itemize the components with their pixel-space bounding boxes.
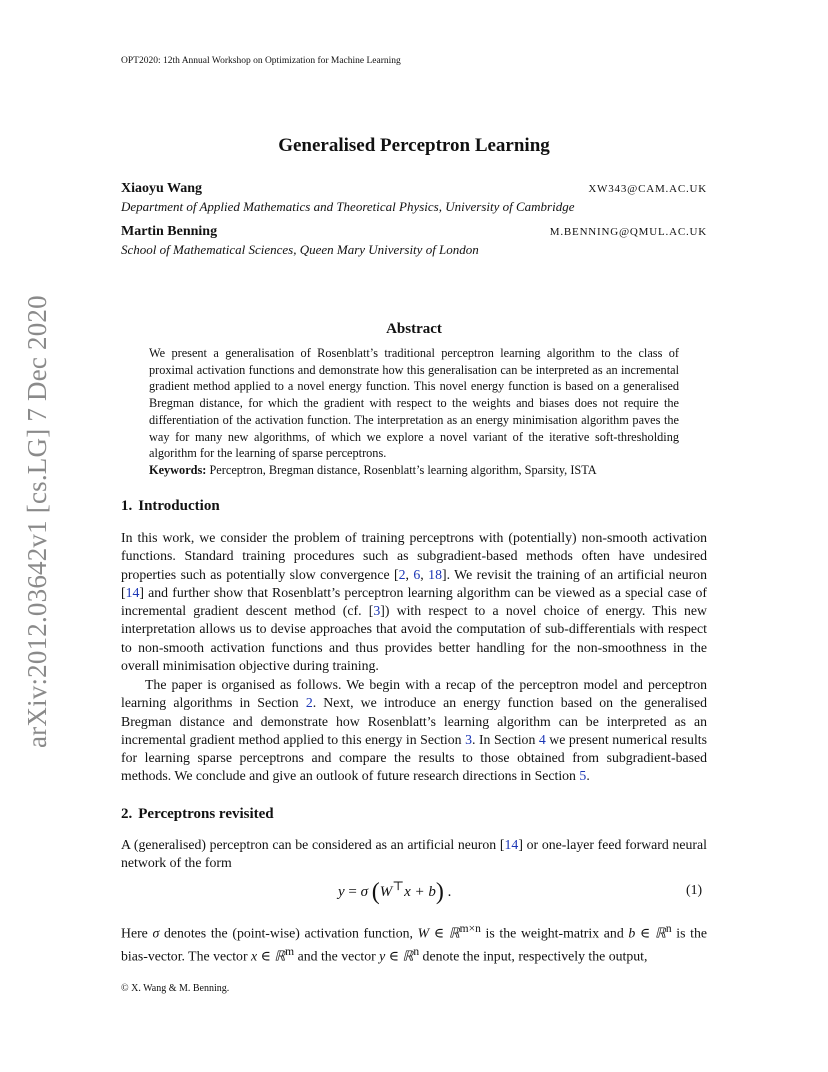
math-symbol: x ∈ ℝ — [251, 948, 286, 964]
author-affiliation: Department of Applied Mathematics and Theoretical Physics, University of Cambridge — [121, 199, 575, 214]
eq-period: . — [447, 884, 452, 900]
copyright-footer: © X. Wang & M. Benning. — [121, 983, 230, 994]
equation — [0, 872, 828, 912]
text-run: is the weight-matrix and — [480, 925, 629, 941]
eq-rest: x + b — [404, 884, 436, 900]
section-ref-link[interactable]: 3 — [465, 731, 472, 747]
section-number: 1. — [121, 498, 133, 514]
math-superscript: n — [665, 923, 672, 935]
text-run: The paper is organised as follows. We begin with a recap of the perceptron model and perceptron learning algorithms in Section — [121, 677, 707, 711]
citation-link[interactable]: 6 — [413, 566, 421, 582]
paragraph — [121, 836, 707, 873]
citation-link[interactable]: 14 — [125, 584, 140, 600]
eq-w: W — [379, 884, 393, 900]
math-symbol: W ∈ ℝ — [417, 925, 460, 941]
section-ref-link[interactable]: 4 — [538, 731, 546, 747]
citation-link[interactable]: 2 — [398, 566, 406, 582]
text-run: Here — [121, 925, 153, 941]
text-run: ] or one-layer feed forward neural network of the form — [121, 837, 707, 871]
paragraph — [121, 676, 707, 786]
section-number: 2. — [121, 806, 133, 822]
section-title: Perceptrons revisited — [138, 806, 274, 822]
math-superscript: m×n — [459, 923, 481, 935]
section-heading — [121, 806, 274, 823]
math-symbol: b ∈ ℝ — [628, 925, 666, 941]
author-email: XW343@CAM.AC.UK — [588, 183, 707, 195]
eq-lhs: y — [338, 884, 345, 900]
equation-number: (1) — [686, 882, 703, 897]
eq-paren-close: ) — [435, 879, 444, 905]
math-superscript: n — [413, 945, 420, 958]
text-run: ]. We revisit the training of an artificial neuron [ — [121, 566, 707, 600]
text-run: , — [405, 566, 414, 582]
keywords-list: Perceptron, Bregman distance, Rosenblatt’s learning algorithm, Sparsity, ISTA — [209, 462, 597, 477]
text-run: In this work, we consider the problem of training perceptrons with (potentially) non-smooth activation functions. Standard training procedures such as subgradient-based methods often have undesired properties such as potentially slow convergence [ — [121, 530, 707, 582]
venue-header: OPT2020: 12th Annual Workshop on Optimization for Machine Learning — [121, 56, 401, 66]
author-block — [121, 224, 707, 258]
math-symbol: σ — [152, 925, 160, 941]
paper-title: Generalised Perceptron Learning — [278, 135, 550, 156]
text-run: , — [420, 566, 429, 582]
author-block — [121, 181, 707, 215]
paragraph — [121, 529, 707, 675]
math-symbol: y ∈ ℝ — [379, 948, 414, 964]
text-run: . In Section — [471, 731, 539, 747]
citation-link[interactable]: 3 — [373, 603, 381, 619]
eq-equals: = — [348, 884, 357, 900]
arxiv-identifier: arXiv:2012.03642v1 [cs.LG] 7 Dec 2020 — [22, 295, 52, 748]
text-run: A (generalised) perceptron can be considered as an artificial neuron [ — [121, 837, 505, 852]
eq-transpose: ⊤ — [392, 879, 405, 893]
author-name: Xiaoyu Wang — [121, 181, 203, 196]
text-run: is the bias-vector. The vector — [121, 925, 707, 964]
section-heading — [121, 498, 220, 515]
text-run: . Next, we introduce an energy function based on the generalised Bregman distance and demonstrate how Rosenblatt’s learning algorithm can be interpreted as an incremental gradient method applied to this energy in Section — [121, 695, 707, 747]
text-run: . — [586, 768, 590, 784]
math-superscript: m — [285, 945, 295, 958]
author-affiliation: School of Mathematical Sciences, Queen Mary University of London — [121, 242, 479, 257]
text-run: denotes the (point-wise) activation function, — [159, 925, 418, 941]
eq-paren-open: ( — [371, 879, 380, 905]
author-email: M.BENNING@QMUL.AC.UK — [549, 226, 707, 238]
author-name: Martin Benning — [121, 224, 218, 239]
citation-link[interactable]: 18 — [428, 566, 442, 582]
section-ref-link[interactable]: 2 — [305, 695, 313, 711]
text-run: denote the input, respectively the output, — [419, 948, 648, 964]
abstract-body — [149, 345, 679, 479]
abstract-text: We present a generalisation of Rosenblatt’s traditional perceptron learning algorithm to the class of proximal activation functions and demonstrate how this generalisation can be interpreted as an incremental gradient method applied to a novel energy function. This novel energy function is based on a generalised Bregman distance, for which the gradient with respect to the weights and biases does not require the differentiation of the activation function. The interpretation as an energy minimisation algorithm paves the way for many new algorithms, of which we explore a novel variant of the iterative soft-thresholding algorithm for the learning of sparse perceptrons. — [149, 346, 679, 461]
text-run: ]) with respect to a novel choice of energy. This new interpretation allows us to devise approaches that avoid the computation of sub-differentials with respect to non-smooth activation functions and thus provides better handling for the non-smoothness in the overall minimisation objective during training. — [121, 603, 707, 674]
section-title: Introduction — [138, 498, 220, 514]
paragraph — [121, 920, 707, 966]
keywords-label: Keywords: — [149, 462, 207, 477]
text-run: and the vector — [294, 948, 380, 964]
section-ref-link[interactable]: 5 — [579, 768, 587, 784]
equation-body — [338, 878, 451, 906]
text-run: ] and further show that Rosenblatt’s perceptron learning algorithm can be viewed as a special case of incremental gradient descent method (cf. [ — [121, 584, 707, 619]
citation-link[interactable]: 14 — [504, 837, 519, 852]
abstract-heading: Abstract — [386, 321, 442, 337]
eq-sigma: σ — [360, 884, 369, 900]
text-run: we present numerical results for learning sparse perceptrons and compare the results to those obtained from subgradient-based methods. We conclude and give an outlook of future research directions in Section — [121, 731, 707, 784]
